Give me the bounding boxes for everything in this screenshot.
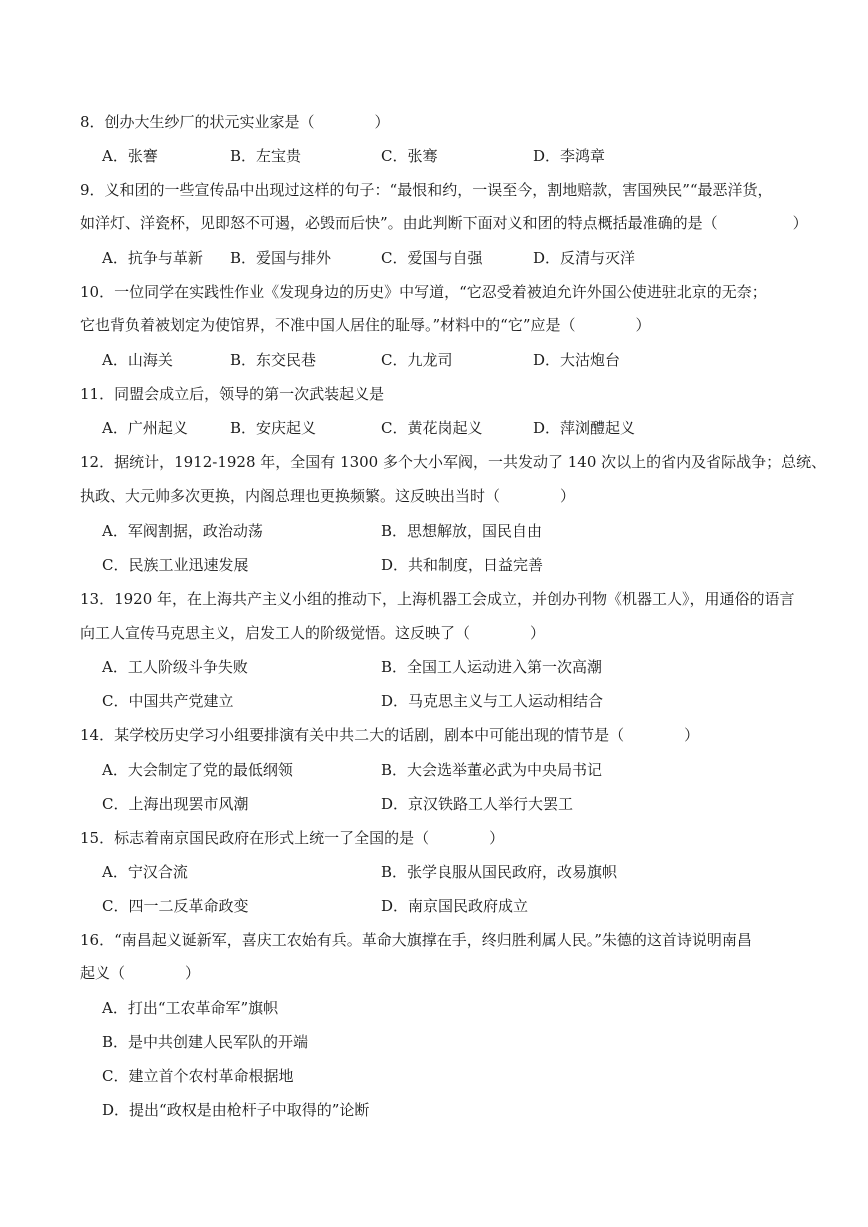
- question-10-option-d: D．大沽炮台: [533, 351, 621, 369]
- question-10-option-b: B．东交民巷: [230, 351, 317, 369]
- question-12-option-b: B．思想解放，国民自由: [381, 522, 543, 540]
- question-8-option-a: A．张謇: [102, 147, 158, 165]
- question-10-option-c: C．九龙司: [381, 351, 453, 369]
- question-13-option-d: D．马克思主义与工人运动相结合: [381, 692, 604, 710]
- question-10-stem-line-2: 它也背负着被划定为使馆界，不准中国人居住的耻辱。”材料中的“它”应是（ ）: [80, 316, 651, 334]
- question-8-stem: 8．创办大生纱厂的状元实业家是（ ）: [80, 113, 390, 131]
- question-14-option-d: D．京汉铁路工人举行大罢工: [381, 795, 574, 813]
- question-12-stem-line-1: 12．据统计，1912-1928 年，全国有 1300 多个大小军阀，一共发动了 140 次以上的省内及省际战争；总统、: [80, 453, 827, 471]
- question-10-option-a: A．山海关: [102, 351, 173, 369]
- question-16-stem-line-1: 16．“南昌起义诞新军，喜庆工农始有兵。革命大旗撑在手，终归胜利属人民。”朱德的这首诗说明南昌: [80, 931, 752, 949]
- question-9-option-b: B．爱国与排外: [230, 249, 332, 267]
- question-15-stem: 15．标志着南京国民政府在形式上统一了全国的是（ ）: [80, 829, 505, 847]
- question-14-stem: 14．某学校历史学习小组要排演有关中共二大的话剧，剧本中可能出现的情节是（ ）: [80, 726, 700, 744]
- question-15-option-b: B．张学良服从国民政府，改易旗帜: [381, 863, 618, 881]
- question-12-option-d: D．共和制度，日益完善: [381, 556, 544, 574]
- question-9-stem-line-1: 9．义和团的一些宣传品中出现过这样的句子：“最恨和约，一误至今，割地赔款，害国殃民”“最恶洋货，: [80, 181, 773, 199]
- question-14-option-a: A．大会制定了党的最低纲领: [102, 761, 293, 779]
- question-15-option-d: D．南京国民政府成立: [381, 897, 529, 915]
- question-11-stem: 11．同盟会成立后，领导的第一次武装起义是: [80, 385, 385, 403]
- question-13-stem-line-1: 13．1920 年，在上海共产主义小组的推动下，上海机器工会成立，并创办刊物《机器工人》，用通俗的语言: [80, 590, 795, 608]
- question-11-option-c: C．黄花岗起义: [381, 419, 483, 437]
- question-10-stem-line-1: 10．一位同学在实践性作业《发现身边的历史》中写道，“它忍受着被迫允许外国公使进驻北京的无奈；: [80, 283, 767, 301]
- question-9-option-d: D．反清与灭洋: [533, 249, 636, 267]
- question-11-option-a: A．广州起义: [102, 419, 188, 437]
- question-15-option-c: C．四一二反革命政变: [102, 897, 249, 915]
- question-15-option-a: A．宁汉合流: [102, 863, 188, 881]
- question-11-option-d: D．萍浏醴起义: [533, 419, 636, 437]
- question-9-stem-line-2: 如洋灯、洋瓷杯，见即怒不可遏，必毁而后快”。由此判断下面对义和团的特点概括最准确的是（ ）: [80, 214, 808, 232]
- question-14-option-b: B．大会选举董必武为中央局书记: [381, 761, 603, 779]
- question-16-stem-line-2: 起义（ ）: [80, 964, 201, 982]
- question-8-option-b: B．左宝贵: [230, 147, 302, 165]
- question-8-option-c: C．张骞: [381, 147, 438, 165]
- question-13-stem-line-2: 向工人宣传马克思主义，启发工人的阶级觉悟。这反映了（ ）: [80, 624, 546, 642]
- question-13-option-c: C．中国共产党建立: [102, 692, 234, 710]
- question-8-option-d: D．李鸿章: [533, 147, 606, 165]
- question-16-option-d: D．提出“政权是由枪杆子中取得的”论断: [102, 1101, 370, 1119]
- question-12-stem-line-2: 执政、大元帅多次更换，内阁总理也更换频繁。这反映出当时（ ）: [80, 487, 576, 505]
- question-12-option-a: A．军阀割据，政治动荡: [102, 522, 263, 540]
- question-14-option-c: C．上海出现罢市风潮: [102, 795, 249, 813]
- question-11-option-b: B．安庆起义: [230, 419, 317, 437]
- question-9-option-a: A．抗争与革新: [102, 249, 203, 267]
- question-12-option-c: C．民族工业迅速发展: [102, 556, 249, 574]
- question-16-option-a: A．打出“工农革命军”旗帜: [102, 999, 279, 1017]
- question-13-option-b: B．全国工人运动进入第一次高潮: [381, 658, 603, 676]
- question-9-option-c: C．爱国与自强: [381, 249, 483, 267]
- question-16-option-c: C．建立首个农村革命根据地: [102, 1067, 294, 1085]
- question-13-option-a: A．工人阶级斗争失败: [102, 658, 248, 676]
- question-16-option-b: B．是中共创建人民军队的开端: [102, 1033, 309, 1051]
